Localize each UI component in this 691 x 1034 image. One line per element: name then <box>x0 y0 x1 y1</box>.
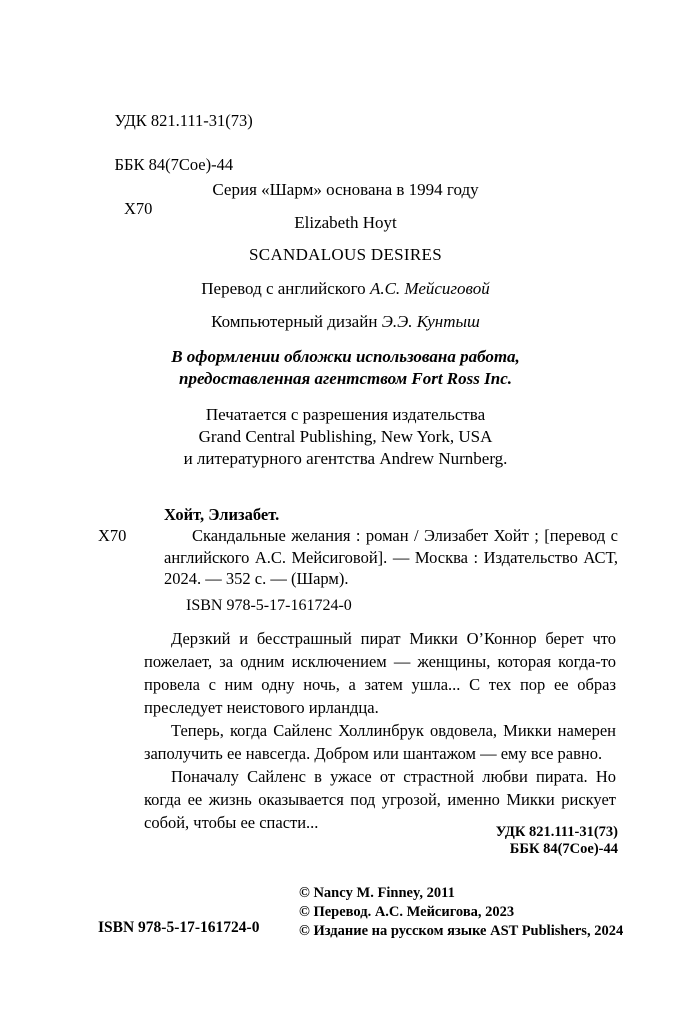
translation-credit <box>0 278 691 300</box>
annotation-paragraph-3: Поначалу Сайленс в ужасе от страстной любви пирата. Но когда ее жизнь оказывается под угрозой, именно Микки рискует собой, чтобы ее спасти... <box>144 767 616 832</box>
biblio-author-heading: Хойт, Элизабет. <box>164 505 280 524</box>
permission-line-1: Печатается с разрешения издательства <box>205 405 486 424</box>
annotation-paragraph-1: Дерзкий и бесстрашный пират Микки О’Коннор берет что пожелает, за одним исключением — женщины, которая когда-то провела с ним одну ночь, а затем ушла... С тех пор ее образ преследует неистового ирландца. <box>144 629 616 717</box>
translator-name: А.С. Мейсиговой <box>369 279 490 298</box>
design-credit <box>0 311 691 333</box>
original-author: Elizabeth Hoyt <box>294 213 397 232</box>
colophon-block <box>98 884 624 941</box>
bbk-code-bottom: ББК 84(7Сое)-44 <box>509 841 618 857</box>
biblio-description-text: Скандальные желания : роман / Элизабет Хойт ; [перевод с английского А.С. Мейсиговой]. — Москва : Издательство АСТ, 2024. — 352 с. — (Шарм). <box>164 526 618 588</box>
cover-artwork-note <box>0 346 691 390</box>
annotation-block <box>144 627 616 834</box>
copyright-line-3: © Издание на русском языке AST Publishers, 2024 <box>299 923 624 939</box>
permission-line-2: Grand Central Publishing, New York, USA <box>198 427 493 446</box>
copyright-line-1: © Nancy M. Finney, 2011 <box>299 885 455 901</box>
isbn-record: ISBN 978-5-17-161724-0 <box>186 597 352 614</box>
shelf-mark-top: Х70 <box>124 199 153 218</box>
permission-line-3: и литературного агентства Andrew Nurnberg. <box>183 449 508 468</box>
cover-note-line-2: предоставленная агентством Fort Ross Inc. <box>178 369 512 388</box>
design-prefix: Компьютерный дизайн <box>211 312 382 331</box>
udk-code-bottom: УДК 821.111-31(73) <box>495 824 618 840</box>
biblio-body <box>98 525 618 590</box>
shelf-mark-record: Х70 <box>98 526 127 545</box>
translation-prefix: Перевод с английского <box>201 279 370 298</box>
annotation-paragraph-2: Теперь, когда Сайленс Холлинбрук овдовела, Микки намерен заполучить ее навсегда. Добром или шантажом — ему все равно. <box>144 721 616 763</box>
bbk-code: ББК 84(7Сое)-44 <box>114 155 234 174</box>
classification-codes-bottom <box>0 824 618 858</box>
series-line: Серия «Шарм» основана в 1994 году <box>212 180 479 199</box>
publishing-permission <box>0 404 691 470</box>
copyright-line-2: © Перевод. А.С. Мейсигова, 2023 <box>299 904 515 920</box>
isbn-colophon: ISBN 978-5-17-161724-0 <box>98 919 260 936</box>
credits-block <box>0 179 691 470</box>
designer-name: Э.Э. Кунтыш <box>381 312 480 331</box>
biblio-description <box>98 525 618 590</box>
bibliographic-record <box>98 505 618 590</box>
original-title: SCANDALOUS DESIRES <box>249 245 442 264</box>
udk-code: УДК 821.111-31(73) <box>114 111 253 130</box>
cover-note-line-1: В оформлении обложки использована работа, <box>171 347 520 366</box>
